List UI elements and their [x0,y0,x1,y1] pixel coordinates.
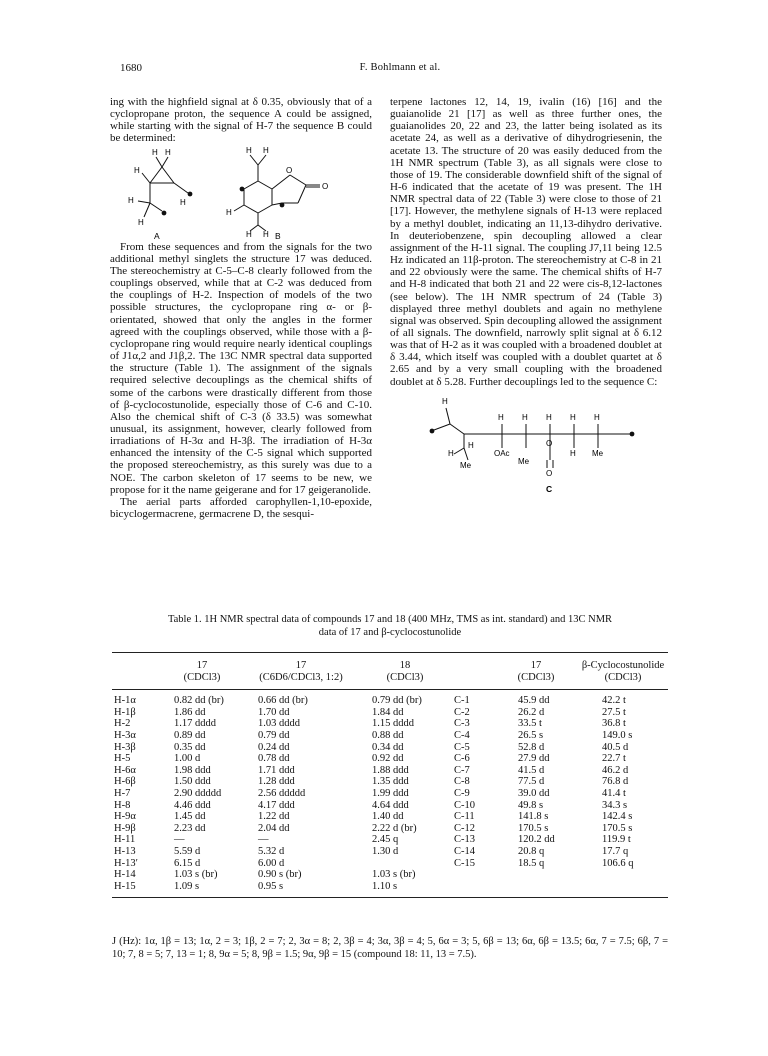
table-body [112,690,668,898]
table-cell: C-14 [454,845,475,857]
struct-c-atom-2: H [498,412,504,422]
table-cell: H-7 [114,787,131,799]
table-cell: 0.95 s [244,881,358,898]
struct-a-atom-6: H [180,197,186,207]
table-cell: 1.35 ddd [372,776,409,788]
table-cell: 45.9 dd [518,695,550,707]
struct-c-atom-5: H [570,412,576,422]
left-column [110,96,372,520]
struct-c-atom-6: H [594,412,600,422]
table-row [112,869,668,881]
table-cell: 2.56 ddddd [258,787,306,799]
struct-a-atom-2: H [165,147,171,157]
table-cell: C-11 [454,811,475,823]
table-cell: 4.46 ddd [174,799,211,811]
table-cell: 0.78 dd [258,753,290,765]
table-cell: 27.9 dd [518,753,550,765]
table-cell: 119.9 t [602,834,631,846]
table-cell: 76.8 d [602,776,629,788]
table-cell: 2.90 ddddd [174,787,222,799]
table-cell: C-5 [454,741,470,753]
table-cell: 6.00 d [258,857,285,869]
table-cell: 41.5 d [518,764,545,776]
col-header-3: 18 [358,653,452,672]
table-cell: 42.2 t [602,695,626,707]
struct-c-atom-11: H [570,448,576,458]
table-cell [452,881,494,898]
table-cell [494,881,578,898]
table-cell: 1.98 ddd [174,764,211,776]
table-cell: H-6α [114,764,136,776]
page-number: 1680 [120,62,142,74]
structure-c-dot-right [630,431,635,436]
table-cell: H-13′ [114,857,138,869]
table-cell: H-1α [114,695,136,707]
table-header-row [112,653,668,672]
structures-a-b [110,145,372,241]
table-cell: 17.7 q [602,845,629,857]
table-cell: 1.84 dd [372,706,404,718]
col-subheader-0 [112,672,160,690]
table-cell: 20.8 q [518,845,545,857]
table-cell: 36.8 t [602,718,626,730]
struct-c-label-text: C [546,483,553,494]
table-row [112,823,668,835]
table-cell: 1.00 d [174,753,201,765]
table-cell: 1.45 dd [174,811,206,823]
table-cell: 1.09 s [160,881,244,898]
struct-a-atom-3: H [134,165,140,175]
table-caption [110,614,670,639]
struct-c-atom-7: H [448,448,454,458]
table-cell: 0.24 dd [258,741,290,753]
table-cell: 170.5 s [602,822,633,834]
table-cell: 170.5 s [518,822,549,834]
struct-a-atom-4: H [128,195,134,205]
table-cell: — [174,834,185,846]
col-header-0 [112,653,160,672]
table-cell: H-9β [114,822,136,834]
table-cell: 1.28 ddd [258,776,295,788]
table-cell: 46.2 d [602,764,629,776]
table-cell: 40.5 d [602,741,629,753]
table-row [112,858,668,870]
right-paragraph-1: terpene lactones 12, 14, 19, ivalin (16) [16] and the guaianolide 21 [17] as well as three further ones, the guaianolides 20, 22 and 23, the latter being isolated as its acetate 24, as well as a derivative of dihydrogriesenin, the acetate 13. The structure of 20 was easily deduced from the 1H NMR spectrum (Table 3), as all signals were close to those of 19. The considerable downfield shift of the signal of H-6 indicated that the acetate of 19 was present. The 1H NMR spectral data of 22 (Table 3) were close to those of 21 [17]. However, the methylene signals of H-13 were replaced by a methyl doublet, indicating an 11,13-dihydro derivative. In deuteriobenzene, spin decoupling allowed a clear assignment of the H-11 signal. The coupling J7,11 being 12.5 Hz indicated an 11β-proton. The stereochemistry at C-8 in 21 and 22 obviously were the same. The chemical shifts of H-7 and H-8 indicated that both 21 and 22 were cis-8,12-lactones (see below). The 1H NMR spectrum of 24 (Table 3) displayed three methyl doublets and again no methylene signal was observed. Spin decoupling allowed the assignment of all signals. The downfield, narrowly split signal at δ 6.12 was that of H-2 as it was coupled with a broadened doublet at δ 3.44, which itself was coupled with a doublet quartet at δ 2.65 and by a very small coupling with the broadened doublet at δ 5.28. Further decouplings led to the sequence C: [390,96,662,388]
table-cell: C-15 [454,857,475,869]
table-cell: C-7 [454,764,470,776]
struct-a-atom-5: H [138,217,144,227]
table-cell: 1.15 dddd [372,718,414,730]
table-cell: 4.17 ddd [258,799,295,811]
table-row [112,707,668,719]
table-cell [358,858,452,870]
table-cell: 34.3 s [602,799,628,811]
struct-c-atom-15: O [546,468,553,478]
struct-c-atom-9: OAc [494,448,510,458]
col-header-6: β-Cyclocostunolide [578,653,668,672]
col-subheader-4 [452,672,494,690]
table-cell: H-2 [114,718,131,730]
table-cell: H-6β [114,776,136,788]
structure-a-dot-2 [162,210,167,215]
table-cell: C-1 [454,695,470,707]
col-header-1: 17 [160,653,244,672]
table-cell: 1.50 ddd [174,776,211,788]
table-cell: 2.22 d (br) [372,822,417,834]
table-cell [578,869,668,881]
table-cell: 5.59 d [174,845,201,857]
table-cell: 1.88 ddd [372,764,409,776]
table-row [112,881,668,898]
table-cell: 0.90 s (br) [258,869,302,881]
table-cell: 0.66 dd (br) [258,695,308,707]
table-cell: 0.92 dd [372,753,404,765]
structure-c [390,394,662,484]
table-cell: H-9α [114,811,136,823]
table-cell: 2.23 dd [174,822,206,834]
struct-b-atom-5: H [226,207,232,217]
table-cell: C-6 [454,753,470,765]
table-cell: 0.82 dd (br) [174,695,224,707]
struct-b-atom-7: H [263,229,269,239]
table-cell: 1.30 d [372,845,399,857]
table-row [112,718,668,730]
col-subheader-3: (CDCl3) [358,672,452,690]
table-row [112,846,668,858]
table-cell: 18.5 q [518,857,545,869]
table-cell: 141.8 s [518,811,549,823]
table-cell: 0.35 dd [174,741,206,753]
table-cell: 49.8 s [518,799,544,811]
struct-c-atom-4: H [546,412,552,422]
struct-b-atom-1: H [246,145,252,155]
table-cell: 149.0 s [602,729,633,741]
table-cell: H-11 [114,834,136,846]
struct-c-atom-1: H [442,396,448,406]
table-row [112,742,668,754]
table-cell: 0.79 dd (br) [372,695,422,707]
table-cell: H-3β [114,741,136,753]
left-paragraph-1: ing with the highfield signal at δ 0.35, obviously that of a cyclopropane proton, the sequence A could be assigned, while starting with the signal of H-7 the sequence B could be determined: [110,96,372,145]
table-cell: 1.71 ddd [258,764,295,776]
table-cell: 2.04 dd [258,822,290,834]
struct-c-label [390,484,662,494]
table-cell: H-1β [114,706,136,718]
struct-c-atom-12: Me [592,448,604,458]
left-paragraph-3: The aerial parts afforded carophyllen-1,10-epoxide, bicyclogermacrene, germacrene D, the sesqui- [110,495,372,521]
struct-a-label: A [154,230,160,241]
table-cell: 1.10 s [358,881,452,898]
table-cell: 1.03 s (br) [174,869,218,881]
table-cell: 1.03 dddd [258,718,300,730]
table-cell: 26.2 d [518,706,545,718]
struct-a-atom-1: H [152,147,158,157]
col-subheader-6: (CDCl3) [578,672,668,690]
table-cell: H-5 [114,753,131,765]
table-cell: H-8 [114,799,131,811]
table-cell: 6.15 d [174,857,201,869]
table-cell: H-13 [114,845,136,857]
structure-a [138,157,188,217]
table-cell: C-2 [454,706,470,718]
table-cell [494,869,578,881]
table-cell: 1.99 ddd [372,787,409,799]
table-cell: 0.89 dd [174,729,206,741]
table-cell [578,881,668,898]
table-cell: 1.22 dd [258,811,290,823]
table-row [112,730,668,742]
nmr-table [112,652,668,898]
struct-b-atom-6: H [246,229,252,239]
table-cell: 26.5 s [518,729,544,741]
table-subheader-row [112,672,668,690]
table-cell: 4.64 ddd [372,799,409,811]
running-head: F. Bohlmann et al. [359,62,441,73]
table-cell: 1.70 dd [258,706,290,718]
table-caption-line-2: data of 17 and β-cyclocostunolide [318,626,462,638]
col-header-2: 17 [244,653,358,672]
table-cell: 39.0 dd [518,787,550,799]
table-row [112,788,668,800]
page-header [120,62,680,78]
table-cell: C-13 [454,834,475,846]
table-cell: 2.45 q [372,834,399,846]
table-cell: 1.03 s (br) [372,869,416,881]
table-cell: C-10 [454,799,475,811]
col-subheader-1: (CDCl3) [160,672,244,690]
table-cell: H-3α [114,729,136,741]
table-cell: 0.34 dd [372,741,404,753]
table-cell: 1.86 dd [174,706,206,718]
table-cell: C-9 [454,787,470,799]
table-cell: 1.17 dddd [174,718,216,730]
structure-c-dot-left [430,428,435,433]
table-cell [452,869,494,881]
table-row [112,753,668,765]
table-cell: H-14 [114,869,136,881]
table-cell: 27.5 t [602,706,626,718]
structure-b [234,155,320,231]
table-row [112,834,668,846]
struct-c-atom-3: H [522,412,528,422]
col-header-4 [452,653,494,672]
structure-b-dot-2 [280,202,285,207]
table-cell: C-4 [454,729,470,741]
table-cell: 77.5 d [518,776,545,788]
struct-c-atom-14: Me [518,456,530,466]
left-paragraph-2: From these sequences and from the signals for the two additional methyl singlets the structure 17 was deduced. The stereochemistry at C-5–C-8 clearly followed from the couplings observed, while that at C-2 was deduced from the couplings of H-2. Inspection of models of the two possible structures, the cyclopropane ring α- or β-orientated, showed that only the angles in the former agreed with the couplings observed, while those with a β-cyclopropane ring would require nearly identical couplings of J1α,2 and J1β,2. The 13C NMR spectral data supported the structure (Table 1). The assignment of the signals required selective decouplings as the chemical shifts of some of the carbons were drastically different from those of β-cyclocostunolide, especially those of C-6 and C-10. Also the chemical shift of C-3 (δ 33.5) was somewhat unusual, its assignment, however, clearly followed from irradiations of H-3α and H-3β. The irradiation of H-3α enhanced the intensity of the C-5 signal which supported the proposed stereochemistry, as this surely was due to a NOE. The carbon skeleton of 17 seems to be new, we propose for it the name geigerane and for 17 geigeranolide. [110,240,372,496]
table-cell: 1.40 dd [372,811,404,823]
table-cell: 41.4 t [602,787,626,799]
table-caption-line-1: Table 1. 1H NMR spectral data of compounds 17 and 18 (400 MHz, TMS as int. standard) and 13C NMR [167,614,613,625]
table-row [112,776,668,788]
table-cell: C-3 [454,718,470,730]
table-cell: C-12 [454,822,475,834]
table-cell: 22.7 t [602,753,626,765]
table-cell: 106.6 q [602,857,634,869]
struct-c-atom-10: O [546,438,553,448]
struct-c-atom-8: H [468,440,474,450]
table-footnote: J (Hz): 1α, 1β = 13; 1α, 2 = 3; 1β, 2 = 7; 2, 3α = 8; 2, 3β = 4; 3α, 3β = 4; 5, 6α = 3; 5, 6β = 13; 6α, 6β = 13.5; 6α, 7 = 7.5; 6β, 7 = 10; 7, 8 = 5; 7, 13 = 1; 8, 9α = 5; 8, 9β = 1.5; 9α, 9β = 15 (compound 18: 11, 13 = 7.5). [112,936,668,960]
table-row [112,765,668,777]
struct-b-label: B [275,230,281,241]
table-cell: 0.88 dd [372,729,404,741]
table-cell: 0.79 dd [258,729,290,741]
struct-b-atom-3: O [286,165,293,175]
table-cell: 5.32 d [258,845,285,857]
table-cell: 120.2 dd [518,834,555,846]
struct-b-atom-4: O [322,181,329,191]
col-subheader-2: (C6D6/CDCl3, 1:2) [244,672,358,690]
right-column [390,96,662,494]
table-cell: — [258,834,269,846]
table-cell: 52.8 d [518,741,545,753]
table-cell: 33.5 t [518,718,542,730]
table-cell: C-8 [454,776,470,788]
table-cell: H-15 [112,881,160,898]
table-cell: 142.4 s [602,811,633,823]
structure-a-dot [188,191,193,196]
table-row [112,811,668,823]
col-subheader-5: (CDCl3) [494,672,578,690]
struct-b-atom-2: H [263,145,269,155]
col-header-5: 17 [494,653,578,672]
struct-c-atom-13: Me [460,460,472,470]
structure-b-dot [240,186,245,191]
table-row [112,800,668,812]
table-row [112,690,668,707]
